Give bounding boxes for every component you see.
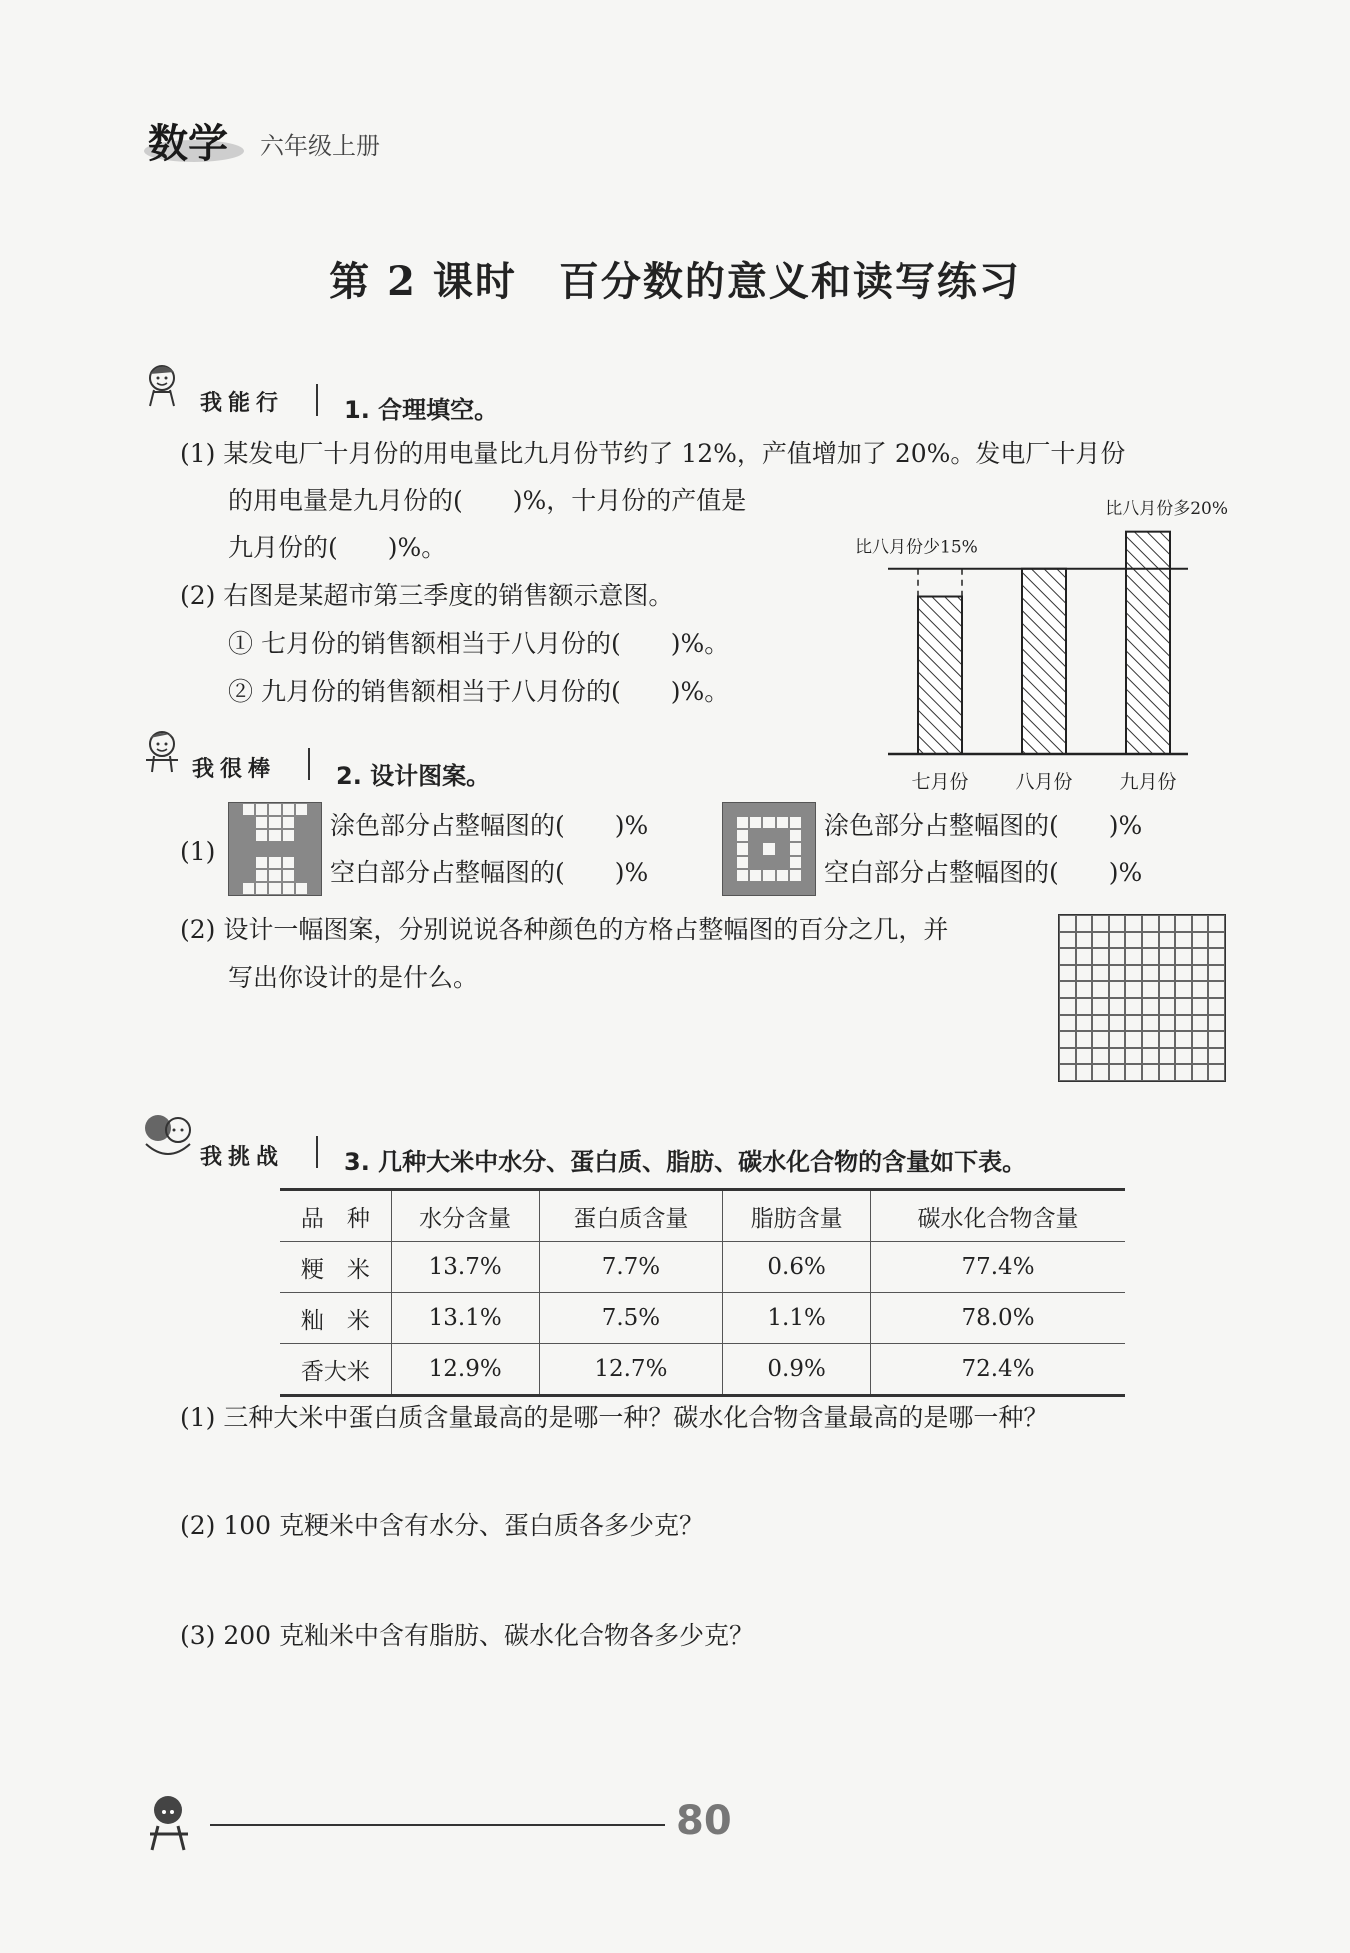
grid-cell (282, 842, 295, 855)
design-grid-cell[interactable] (1125, 1015, 1142, 1032)
table-row (280, 1242, 1125, 1293)
grid-cell (723, 869, 736, 882)
grid-cell (295, 869, 308, 882)
grid-cell (282, 869, 295, 882)
design-grid-cell[interactable] (1125, 981, 1142, 998)
design-grid-cell[interactable] (1192, 1064, 1209, 1081)
grid-cell (762, 816, 775, 829)
design-grid-cell[interactable] (1109, 1064, 1126, 1081)
bar-3 (1126, 532, 1170, 754)
design-grid-cell[interactable] (1059, 948, 1076, 965)
grid-cell (723, 803, 736, 816)
q1-1-line1: (1) 某发电厂十月份的用电量比九月份节约了 12%，产值增加了 20%。发电厂十月份 (180, 439, 1126, 468)
design-grid-cell[interactable] (1208, 915, 1225, 932)
design-grid-cell[interactable] (1076, 965, 1093, 982)
design-grid-cell[interactable] (1142, 1064, 1159, 1081)
grid-cell (736, 829, 749, 842)
grid-cell (308, 816, 321, 829)
design-grid-cell[interactable] (1076, 1015, 1093, 1032)
grid-cell (789, 856, 802, 869)
badge-wo-neng-xing: 我能行 (200, 391, 285, 416)
table-row (280, 1344, 1125, 1396)
design-grid-cell[interactable] (1109, 1031, 1126, 1048)
design-grid-cell[interactable] (1175, 948, 1192, 965)
design-grid-cell[interactable] (1192, 948, 1209, 965)
table-header: 脂肪含量 (723, 1190, 871, 1242)
design-grid-cell[interactable] (1159, 915, 1176, 932)
design-grid-cell[interactable] (1208, 1064, 1225, 1081)
design-grid-cell[interactable] (1109, 932, 1126, 949)
sales-bar-chart (850, 490, 1240, 800)
grid-cell (762, 856, 775, 869)
table-header-row (280, 1190, 1125, 1242)
design-grid-cell[interactable] (1092, 915, 1109, 932)
table-cell: 1.1% (723, 1293, 871, 1344)
q2-1-label: (1) (180, 837, 216, 866)
table-cell: 7.5% (539, 1293, 723, 1344)
q2-1b-blank: 空白部分占整幅图的( )% (824, 858, 1143, 887)
grid-cell (762, 882, 775, 895)
grid-cell (308, 869, 321, 882)
grid-cell (802, 816, 815, 829)
design-grid-cell[interactable] (1142, 1048, 1159, 1065)
grid-cell (749, 816, 762, 829)
design-grid-cell[interactable] (1092, 965, 1109, 982)
q1-2-b: ② 九月份的销售额相当于八月份的( )%。 (228, 677, 730, 706)
table-cell: 77.4% (871, 1242, 1125, 1293)
grid-cell (723, 829, 736, 842)
grid-cell (282, 829, 295, 842)
q3-1: (1) 三种大米中蛋白质含量最高的是哪一种？碳水化合物含量最高的是哪一种？ (180, 1403, 1049, 1432)
q2-1a-shaded: 涂色部分占整幅图的( )% (330, 811, 649, 840)
q3-2: (2) 100 克粳米中含有水分、蛋白质各多少克？ (180, 1511, 705, 1540)
grid-cell (736, 882, 749, 895)
table-row (280, 1293, 1125, 1344)
badge-divider (316, 1136, 318, 1168)
q1-heading: 1. 合理填空。 (344, 396, 499, 424)
design-grid-cell[interactable] (1159, 948, 1176, 965)
grid-cell (789, 842, 802, 855)
design-grid-cell[interactable] (1208, 1048, 1225, 1065)
grid-cell (282, 816, 295, 829)
design-grid-cell[interactable] (1125, 965, 1142, 982)
grid-cell (295, 856, 308, 869)
design-grid-cell[interactable] (1076, 1048, 1093, 1065)
q2-2-line2: 写出你设计的是什么。 (228, 963, 479, 992)
grid-cell (776, 829, 789, 842)
table-cell: 13.7% (391, 1242, 539, 1293)
annotation-september: 比八月份多20% (1105, 499, 1228, 519)
design-grid-cell[interactable] (1059, 1031, 1076, 1048)
badge-wo-hen-bang: 我很棒 (192, 757, 277, 782)
grid-cell (242, 829, 255, 842)
pattern-square-grid (722, 802, 816, 896)
grid-cell (802, 882, 815, 895)
grid-cell (723, 842, 736, 855)
grid-cell (268, 842, 281, 855)
design-grid-cell[interactable] (1142, 915, 1159, 932)
design-grid-cell[interactable] (1092, 1048, 1109, 1065)
design-grid-cell[interactable] (1208, 981, 1225, 998)
design-grid-cell[interactable] (1125, 1064, 1142, 1081)
design-grid-cell[interactable] (1192, 998, 1209, 1015)
design-grid-cell[interactable] (1059, 1048, 1076, 1065)
design-grid-cell[interactable] (1142, 1031, 1159, 1048)
grid-cell (255, 803, 268, 816)
design-grid-cell[interactable] (1076, 932, 1093, 949)
grid-cell (776, 816, 789, 829)
grid-cell (762, 869, 775, 882)
grid-cell (776, 869, 789, 882)
design-grid-cell[interactable] (1208, 948, 1225, 965)
design-grid-cell[interactable] (1092, 981, 1109, 998)
grid-cell (762, 803, 775, 816)
q2-heading: 2. 设计图案。 (336, 762, 491, 790)
design-grid-cell[interactable] (1109, 915, 1126, 932)
header-subject: 数学 (148, 121, 228, 167)
grid-cell (749, 829, 762, 842)
grid-cell (802, 856, 815, 869)
grid-cell (242, 842, 255, 855)
grid-cell (295, 803, 308, 816)
grid-cell (789, 829, 802, 842)
design-grid-cell[interactable] (1159, 981, 1176, 998)
grid-cell (789, 816, 802, 829)
grid-cell (308, 829, 321, 842)
design-grid-cell[interactable] (1059, 1064, 1076, 1081)
design-grid-cell[interactable] (1159, 1064, 1176, 1081)
design-grid-cell[interactable] (1125, 915, 1142, 932)
design-grid-cell[interactable] (1076, 948, 1093, 965)
grid-cell (789, 869, 802, 882)
design-grid-cell[interactable] (1109, 1048, 1126, 1065)
grid-cell (282, 882, 295, 895)
table-cell: 0.9% (723, 1344, 871, 1396)
footer-rule (210, 1824, 665, 1826)
bar-1 (918, 597, 962, 754)
design-grid-cell[interactable] (1092, 932, 1109, 949)
grid-cell (736, 816, 749, 829)
grid-cell (295, 882, 308, 895)
grid-cell (776, 803, 789, 816)
table-header: 碳水化合物含量 (871, 1190, 1125, 1242)
table-cell: 12.9% (391, 1344, 539, 1396)
design-grid-cell[interactable] (1192, 965, 1209, 982)
design-grid-cell[interactable] (1175, 932, 1192, 949)
table-cell: 13.1% (391, 1293, 539, 1344)
design-grid-cell[interactable] (1175, 981, 1192, 998)
design-grid-cell[interactable] (1109, 965, 1126, 982)
grid-cell (749, 842, 762, 855)
grid-cell (282, 803, 295, 816)
grid-cell (268, 829, 281, 842)
grid-cell (749, 803, 762, 816)
design-grid-cell[interactable] (1159, 932, 1176, 949)
design-grid-cell[interactable] (1059, 915, 1076, 932)
grid-cell (242, 869, 255, 882)
grid-cell (776, 842, 789, 855)
grid-cell (295, 829, 308, 842)
design-grid-cell[interactable] (1159, 998, 1176, 1015)
grid-cell (229, 869, 242, 882)
grid-cell (268, 803, 281, 816)
table-cell: 12.7% (539, 1344, 723, 1396)
mascot-boy-icon (140, 726, 186, 776)
table-cell: 7.7% (539, 1242, 723, 1293)
grid-cell (255, 869, 268, 882)
grid-cell (242, 803, 255, 816)
design-grid-cell[interactable] (1192, 932, 1209, 949)
grid-cell (242, 856, 255, 869)
pattern-h-grid (228, 802, 322, 896)
grid-cell (762, 842, 775, 855)
design-grid-cell[interactable] (1076, 915, 1093, 932)
design-grid-cell[interactable] (1175, 965, 1192, 982)
table-cell: 0.6% (723, 1242, 871, 1293)
x-tick-label: 八月份 (1015, 771, 1073, 793)
q2-1b-shaded: 涂色部分占整幅图的( )% (824, 811, 1143, 840)
design-grid-cell[interactable] (1059, 1015, 1076, 1032)
q1-1-line3: 九月份的( )%。 (228, 533, 447, 562)
design-grid-cell[interactable] (1192, 1015, 1209, 1032)
grid-cell (268, 816, 281, 829)
grid-cell (295, 816, 308, 829)
grid-cell (295, 842, 308, 855)
design-grid-cell[interactable] (1175, 1031, 1192, 1048)
table-cell: 籼 米 (280, 1293, 391, 1344)
grid-cell (736, 856, 749, 869)
design-grid-cell[interactable] (1175, 1015, 1192, 1032)
design-grid-cell[interactable] (1142, 965, 1159, 982)
badge-wo-tiao-zhan: 我挑战 (200, 1145, 285, 1170)
table-cell: 78.0% (871, 1293, 1125, 1344)
design-grid-cell[interactable] (1109, 998, 1126, 1015)
table-cell: 粳 米 (280, 1242, 391, 1293)
grid-cell (723, 816, 736, 829)
q2-1a-blank: 空白部分占整幅图的( )% (330, 858, 649, 887)
grid-cell (229, 803, 242, 816)
lesson-title: 第 2 课时 百分数的意义和读写练习 (329, 258, 1021, 305)
grid-cell (789, 882, 802, 895)
table-header: 蛋白质含量 (539, 1190, 723, 1242)
grid-cell (802, 842, 815, 855)
q3-heading: 3. 几种大米中水分、蛋白质、脂肪、碳水化合物的含量如下表。 (344, 1148, 1027, 1176)
design-grid-cell[interactable] (1125, 948, 1142, 965)
design-grid-cell[interactable] (1109, 948, 1126, 965)
design-grid-cell[interactable] (1142, 932, 1159, 949)
grid-cell (268, 856, 281, 869)
design-grid-cell[interactable] (1159, 965, 1176, 982)
annotation-july: 比八月份少15% (855, 537, 978, 558)
x-tick-label: 九月份 (1119, 771, 1177, 793)
design-grid-cell[interactable] (1125, 1048, 1142, 1065)
grid-cell (749, 882, 762, 895)
design-grid-cell[interactable] (1142, 981, 1159, 998)
design-grid-cell[interactable] (1142, 1015, 1159, 1032)
q1-2-a: ① 七月份的销售额相当于八月份的( )%。 (228, 629, 730, 658)
grid-cell (736, 842, 749, 855)
badge-divider (316, 384, 318, 416)
design-grid[interactable] (1058, 914, 1226, 1082)
bar-2 (1022, 569, 1066, 754)
design-grid-cell[interactable] (1059, 932, 1076, 949)
grid-cell (229, 842, 242, 855)
design-grid-cell[interactable] (1059, 998, 1076, 1015)
x-tick-label: 七月份 (911, 771, 969, 793)
header-grade: 六年级上册 (260, 132, 380, 160)
design-grid-cell[interactable] (1092, 1031, 1109, 1048)
grid-cell (242, 882, 255, 895)
design-grid-cell[interactable] (1192, 1048, 1209, 1065)
design-grid-cell[interactable] (1159, 1031, 1176, 1048)
mascot-footer-icon (140, 1790, 200, 1856)
design-grid-cell[interactable] (1175, 1064, 1192, 1081)
design-grid-cell[interactable] (1092, 948, 1109, 965)
grid-cell (776, 882, 789, 895)
design-grid-cell[interactable] (1208, 998, 1225, 1015)
design-grid-cell[interactable] (1192, 915, 1209, 932)
design-grid-cell[interactable] (1142, 998, 1159, 1015)
grid-cell (723, 882, 736, 895)
grid-cell (229, 882, 242, 895)
grid-cell (229, 816, 242, 829)
design-grid-cell[interactable] (1192, 1031, 1209, 1048)
table-cell: 72.4% (871, 1344, 1125, 1396)
grid-cell (723, 856, 736, 869)
design-grid-cell[interactable] (1076, 981, 1093, 998)
rice-nutrient-table (280, 1188, 1125, 1397)
design-grid-cell[interactable] (1092, 1064, 1109, 1081)
grid-cell (789, 803, 802, 816)
grid-cell (255, 829, 268, 842)
grid-cell (308, 856, 321, 869)
design-grid-cell[interactable] (1208, 965, 1225, 982)
design-grid-cell[interactable] (1092, 1015, 1109, 1032)
design-grid-cell[interactable] (1059, 981, 1076, 998)
grid-cell (736, 869, 749, 882)
grid-cell (308, 882, 321, 895)
table-cell: 香大米 (280, 1344, 391, 1396)
grid-cell (255, 882, 268, 895)
grid-cell (749, 856, 762, 869)
page-number: 80 (676, 1798, 732, 1844)
grid-cell (736, 803, 749, 816)
grid-cell (762, 829, 775, 842)
grid-cell (242, 816, 255, 829)
grid-cell (229, 856, 242, 869)
design-grid-cell[interactable] (1208, 1031, 1225, 1048)
design-grid-cell[interactable] (1109, 1015, 1126, 1032)
grid-cell (255, 816, 268, 829)
design-grid-cell[interactable] (1175, 998, 1192, 1015)
design-grid-cell[interactable] (1125, 932, 1142, 949)
badge-divider (308, 748, 310, 780)
design-grid-cell[interactable] (1125, 1031, 1142, 1048)
design-grid-cell[interactable] (1192, 981, 1209, 998)
grid-cell (282, 856, 295, 869)
grid-cell (268, 882, 281, 895)
design-grid-cell[interactable] (1208, 932, 1225, 949)
design-grid-cell[interactable] (1076, 1031, 1093, 1048)
table-header: 品 种 (280, 1190, 391, 1242)
mascot-girl-icon (140, 360, 186, 410)
table-header: 水分含量 (391, 1190, 539, 1242)
design-grid-cell[interactable] (1092, 998, 1109, 1015)
grid-cell (255, 856, 268, 869)
q3-3: (3) 200 克籼米中含有脂肪、碳水化合物各多少克？ (180, 1621, 755, 1650)
grid-cell (802, 803, 815, 816)
grid-cell (802, 829, 815, 842)
design-grid-cell[interactable] (1076, 998, 1093, 1015)
grid-cell (229, 829, 242, 842)
design-grid-cell[interactable] (1076, 1064, 1093, 1081)
design-grid-cell[interactable] (1175, 1048, 1192, 1065)
design-grid-cell[interactable] (1175, 915, 1192, 932)
design-grid-cell[interactable] (1159, 1015, 1176, 1032)
grid-cell (268, 869, 281, 882)
grid-cell (749, 869, 762, 882)
design-grid-cell[interactable] (1159, 1048, 1176, 1065)
mascot-pair-icon (138, 1108, 198, 1162)
q1-1-line2: 的用电量是九月份的( )%，十月份的产值是 (228, 486, 747, 515)
q1-2-line1: (2) 右图是某超市第三季度的销售额示意图。 (180, 581, 674, 610)
grid-cell (308, 842, 321, 855)
design-grid-cell[interactable] (1109, 981, 1126, 998)
design-grid-cell[interactable] (1059, 965, 1076, 982)
design-grid-cell[interactable] (1125, 998, 1142, 1015)
grid-cell (255, 842, 268, 855)
q2-2-line1: (2) 设计一幅图案，分别说说各种颜色的方格占整幅图的百分之几，并 (180, 915, 949, 944)
design-grid-cell[interactable] (1208, 1015, 1225, 1032)
grid-cell (308, 803, 321, 816)
design-grid-cell[interactable] (1142, 948, 1159, 965)
grid-cell (776, 856, 789, 869)
grid-cell (802, 869, 815, 882)
